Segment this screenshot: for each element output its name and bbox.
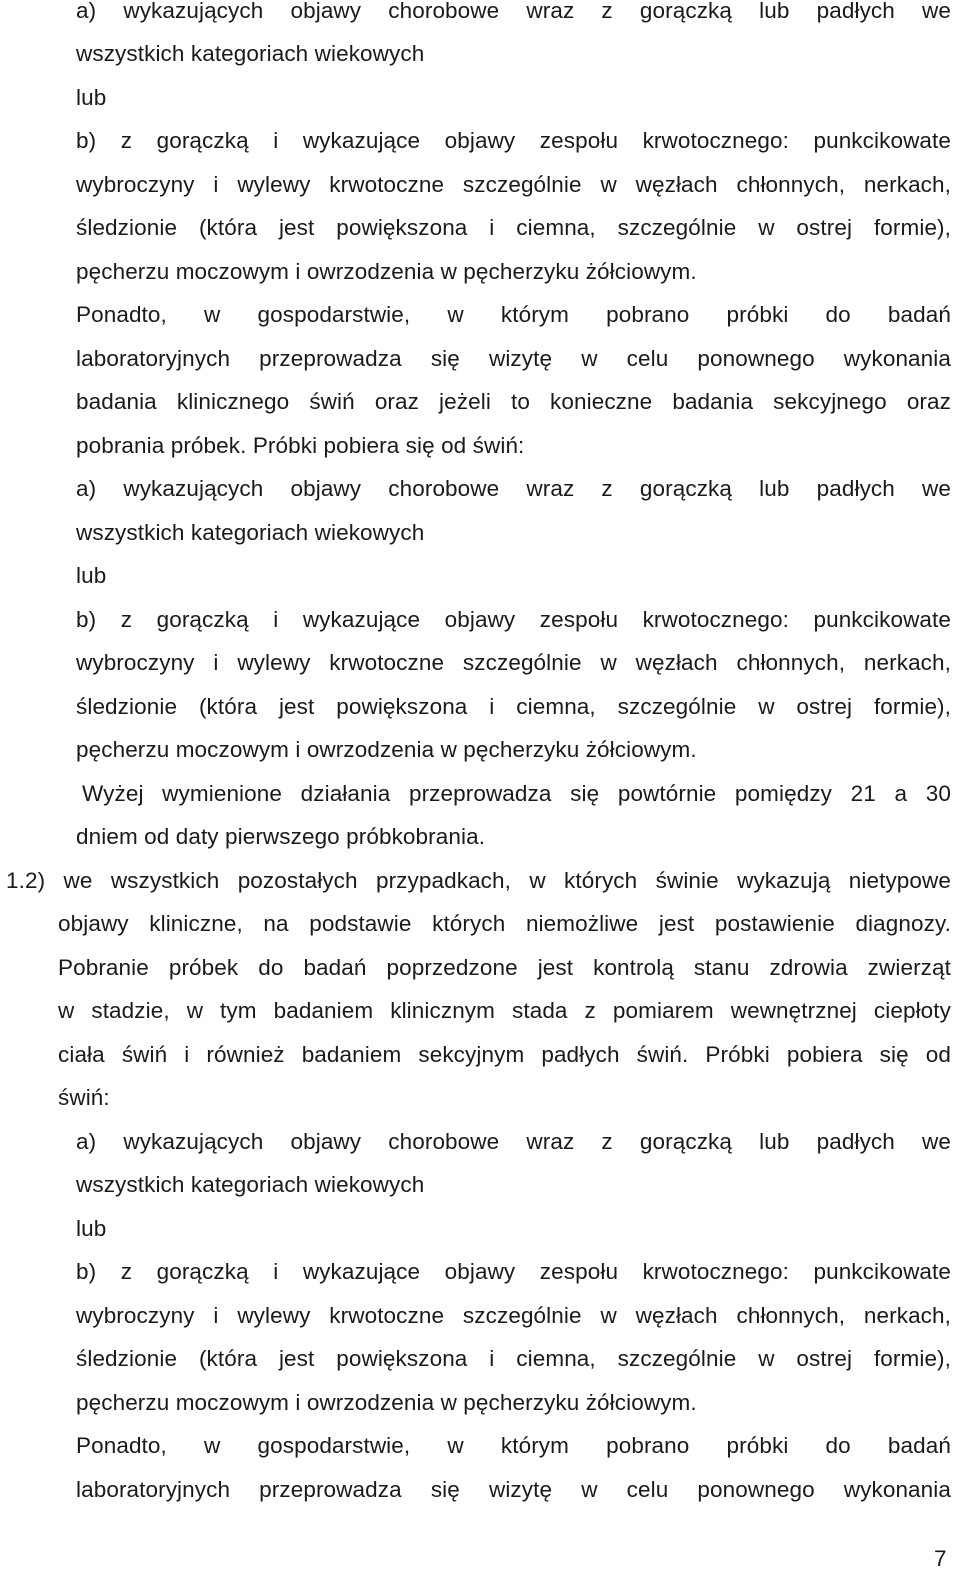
text-line: lub	[76, 563, 107, 588]
text-line: Ponadto, w gospodarstwie, w którym pobrano próbki do badań	[76, 302, 951, 327]
text-line: b) z gorączką i wykazujące objawy zespołu krwotocznego: punkcikowate	[76, 1259, 951, 1284]
text-line: wybroczyny i wylewy krwotoczne szczególnie w węzłach chłonnych, nerkach,	[76, 172, 951, 197]
text-line: 1.2) we wszystkich pozostałych przypadkach, w których świnie wykazują nietypowe	[6, 868, 951, 893]
page-number: 7	[934, 1546, 947, 1571]
text-line: ciała świń i również badaniem sekcyjnym padłych świń. Próbki pobiera się od	[58, 1042, 951, 1067]
text-line: a) wykazujących objawy chorobowe wraz z gorączką lub padłych we	[76, 0, 951, 23]
text-line: a) wykazujących objawy chorobowe wraz z gorączką lub padłych we	[76, 1129, 951, 1154]
text-line: pobrania próbek. Próbki pobiera się od świń:	[76, 433, 525, 458]
text-line: Ponadto, w gospodarstwie, w którym pobrano próbki do badań	[76, 1433, 951, 1458]
text-line: pęcherzu moczowym i owrzodzenia w pęcherzyku żółciowym.	[76, 737, 697, 762]
text-line: b) z gorączką i wykazujące objawy zespołu krwotocznego: punkcikowate	[76, 128, 951, 153]
text-line: laboratoryjnych przeprowadza się wizytę w celu ponownego wykonania	[76, 1477, 951, 1502]
text-line: śledzionie (która jest powiększona i ciemna, szczególnie w ostrej formie),	[76, 1346, 951, 1371]
text-line: wszystkich kategoriach wiekowych	[76, 1172, 425, 1197]
text-line: wszystkich kategoriach wiekowych	[76, 41, 425, 66]
text-line: badania klinicznego świń oraz jeżeli to konieczne badania sekcyjnego oraz	[76, 389, 951, 414]
text-line: Pobranie próbek do badań poprzedzone jest kontrolą stanu zdrowia zwierząt	[58, 955, 951, 980]
text-line: Wyżej wymienione działania przeprowadza się powtórnie pomiędzy 21 a 30	[82, 781, 951, 806]
text-line: objawy kliniczne, na podstawie których niemożliwe jest postawienie diagnozy.	[58, 911, 951, 936]
text-line: śledzionie (która jest powiększona i ciemna, szczególnie w ostrej formie),	[76, 215, 951, 240]
text-line: lub	[76, 85, 107, 110]
text-line: wybroczyny i wylewy krwotoczne szczególnie w węzłach chłonnych, nerkach,	[76, 650, 951, 675]
text-line: dniem od daty pierwszego próbkobrania.	[76, 824, 486, 849]
text-line: śledzionie (która jest powiększona i ciemna, szczególnie w ostrej formie),	[76, 694, 951, 719]
text-line: wybroczyny i wylewy krwotoczne szczególnie w węzłach chłonnych, nerkach,	[76, 1303, 951, 1328]
text-line: a) wykazujących objawy chorobowe wraz z gorączką lub padłych we	[76, 476, 951, 501]
text-line: laboratoryjnych przeprowadza się wizytę w celu ponownego wykonania	[76, 346, 951, 371]
text-line: świń:	[58, 1085, 110, 1110]
text-line: pęcherzu moczowym i owrzodzenia w pęcherzyku żółciowym.	[76, 259, 697, 284]
text-line: lub	[76, 1216, 107, 1241]
text-line: b) z gorączką i wykazujące objawy zespołu krwotocznego: punkcikowate	[76, 607, 951, 632]
text-line: w stadzie, w tym badaniem klinicznym stada z pomiarem wewnętrznej ciepłoty	[58, 998, 951, 1023]
text-line: wszystkich kategoriach wiekowych	[76, 520, 425, 545]
text-line: pęcherzu moczowym i owrzodzenia w pęcherzyku żółciowym.	[76, 1390, 697, 1415]
